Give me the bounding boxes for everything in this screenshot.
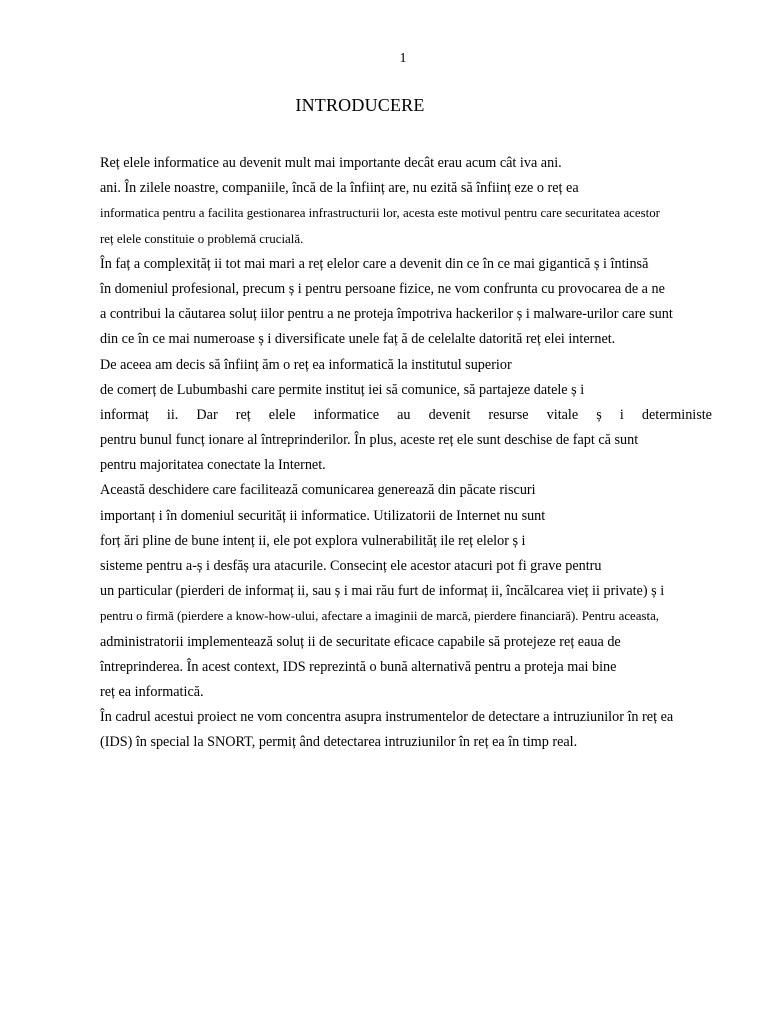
text-line: Această deschidere care facilitează comunicarea generează din păcate riscuri	[100, 482, 536, 499]
text-line: pentru bunul funcț ionare al întreprinderilor. În plus, aceste reț ele sunt deschise de fapt că sunt	[100, 432, 639, 449]
text-line: De aceea am decis să înființ ăm o reț ea informatică la institutul superior	[100, 356, 512, 373]
text-line: informatica pentru a facilita gestionarea infrastructurii lor, acesta este motivul pentru care securitatea acestor	[100, 206, 660, 221]
text-line: Reț elele informatice au devenit mult mai importante decât erau acum cât iva ani.	[100, 155, 562, 171]
text-line: în domeniul profesional, precum ș i pentru persoane fizice, ne vom confrunta cu provocarea de a ne	[100, 280, 665, 297]
text-line: (IDS) în special la SNORT, permiț ând detectarea intruziunilor în reț ea în timp real.	[100, 734, 578, 751]
text-line: din ce în ce mai numeroase ș i diversificate unele faț ă de celelalte datorită reț elei internet.	[100, 331, 616, 348]
text-line: pentru majoritatea conectate la Internet.	[100, 457, 326, 474]
text-line: un particular (pierderi de informaț ii, sau ș i mai rău furt de informaț ii, încălcarea vieț ii private) ș i	[100, 583, 665, 600]
page-number: 1	[399, 51, 407, 66]
text-line: În cadrul acestui proiect ne vom concentra asupra instrumentelor de detectare a intruziunilor în reț ea	[100, 709, 674, 726]
text-line: informaț ii. Dar reț elele informatice au devenit resurse vitale ș i deterministe	[100, 406, 712, 423]
page-title: INTRODUCERE	[295, 95, 425, 115]
body-text	[100, 151, 754, 756]
text-line: de comerț de Lubumbashi care permite instituț iei să comunice, să partajeze datele ș i	[100, 381, 585, 398]
text-line: forț ări pline de bune intenț ii, ele pot explora vulnerabilităț ile reț elelor ș i	[100, 532, 526, 549]
text-line: sisteme pentru a-ș i desfăș ura atacurile. Consecinț ele acestor atacuri pot fi grave pentru	[100, 558, 602, 574]
text-line: pentru o firmă (pierdere a know-how-ului, afectare a imaginii de marcă, pierdere financiară). Pentru aceasta,	[100, 609, 660, 624]
text-line: În faț a complexităț ii tot mai mari a reț elelor care a devenit din ce în ce mai gigantică ș i întinsă	[100, 255, 649, 272]
text-line: importanț i în domeniul securităț ii informatice. Utilizatorii de Internet nu sunt	[100, 507, 546, 524]
text-line: a contribui la căutarea soluț iilor pentru a ne proteja împotriva hackerilor ș i malware-urilor care sunt	[100, 306, 673, 323]
text-line: reț ea informatică.	[100, 683, 204, 700]
text-line: ani. În zilele noastre, companiile, încă de la înființ are, nu ezită să înființ eze o reț ea	[100, 180, 579, 197]
text-line: reț elele constituie o problemă crucială.	[100, 231, 304, 246]
text-line: administratorii implementează soluț ii de securitate eficace capabile să protejeze reț eaua de	[100, 633, 621, 650]
text-line: întreprinderea. În acest context, IDS reprezintă o bună alternativă pentru a proteja mai bine	[100, 658, 617, 675]
